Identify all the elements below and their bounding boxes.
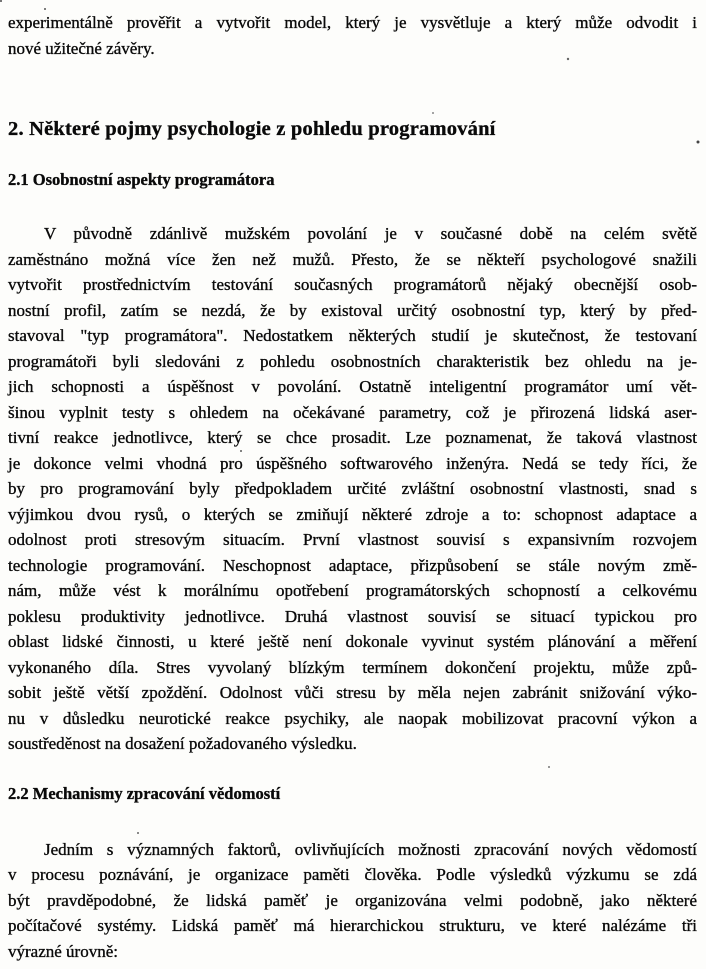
text-line: vykonaného díla. Stres vyvolaný blízkým termínem dokončení projektu, může způ- [8, 657, 697, 677]
intro-paragraph [8, 10, 697, 61]
section-heading: 2. Některé pojmy psychologie z pohledu programování [8, 118, 496, 140]
subsection-heading-2-1: 2.1 Osobnostní aspekty programátora [8, 170, 275, 189]
text-line: programátoři byli sledováni z pohledu osobnostních charakteristik bez ohledu na je- [8, 351, 697, 371]
text-line: stavoval "typ programátora". Nedostatkem některých studií je skutečnost, že testovaní [8, 326, 697, 345]
text-line: nové užitečné závěry. [8, 38, 155, 58]
text-line: nám, může vést k morálnímu opotřebení programátorských schopností a celkovému [8, 581, 697, 600]
text-line: technologie programování. Neschopnost adaptace, přizpůsobení se stále novým změ- [8, 555, 697, 575]
text-line: výjimkou dvou rysů, o kterých se zmiňují některé zdroje a to: schopnost adaptace a [8, 504, 697, 524]
text-line: tivní reakce jednotlivce, který se chce prosadit. Lze poznamenat, že taková vlastnost [8, 428, 697, 447]
text-line: poklesu produktivity jednotlivce. Druhá vlastnost souvisí se situací typickou pro [8, 606, 697, 626]
text-line: šinou vyplnit testy s ohledem na očekávané parametry, což je přirozená lidská aser- [8, 402, 697, 422]
text-line: sobit ještě větší zpoždění. Odolnost vůči stresu by měla nejen zabránit snižování výko- [8, 683, 697, 702]
text-line: by pro programování byly předpokladem určité zvláštní osobnostní vlastnosti, snad s [8, 479, 697, 498]
text-line: v procesu poznávání, je organizace paměti člověka. Podle výsledků výzkumu se zdá [8, 865, 697, 884]
text-line: V původně zdánlivě mužském povolání je v současné době na celém světě [44, 224, 697, 243]
subsection-heading-2-2: 2.2 Mechanismy zpracování vědomostí [8, 783, 281, 803]
text-line: Jedním s významných faktorů, ovlivňujících možnosti zpracování nových vědomostí [44, 839, 697, 859]
text-line: experimentálně prověřit a vytvořit model, který je vysvětluje a který může odvodit i [8, 13, 697, 32]
text-line: odolnost proti stresovým situacím. První vlastnost souvisí s expansivním rozvojem [8, 530, 697, 549]
scan-speck [0, 0, 2, 2]
text-line: oblast lidské činnosti, u které ještě není dokonale vyvinut systém plánování a měření [8, 632, 697, 651]
text-line: je dokonce velmi vhodná pro úspěšného softwarového inženýra. Nedá se tedy říci, že [8, 453, 697, 473]
text-line: nu v důsledku neurotické reakce psychiky, ale naopak mobilizovat pracovní výkon a [8, 708, 697, 728]
text-line: jich schopnosti a úspěšnost v povolání. Ostatně inteligentní programátor umí vět- [8, 377, 697, 396]
text-line: být pravděpodobné, že lidská paměť je organizována velmi podobně, jako některé [8, 890, 697, 910]
text-line: zaměstnáno možná více žen než mužů. Přesto, že se někteří psychologové snažili [8, 249, 697, 269]
text-line: výrazné úrovně: [8, 941, 118, 961]
text-line: nostní profil, zatím se nezdá, že by existoval určitý osobnostní typ, který by před- [8, 300, 697, 320]
text-line: soustředěnost na dosažení požadovaného výsledku. [8, 734, 357, 753]
paragraph-2-1 [8, 221, 697, 757]
text-line: počítačové systémy. Lidská paměť má hierarchickou strukturu, ve které nalézáme tři [8, 916, 697, 935]
paragraph-2-2 [8, 837, 697, 965]
text-line: vytvořit prostřednictvím testování současných programátorů nějaký obecnější osob- [8, 275, 697, 294]
